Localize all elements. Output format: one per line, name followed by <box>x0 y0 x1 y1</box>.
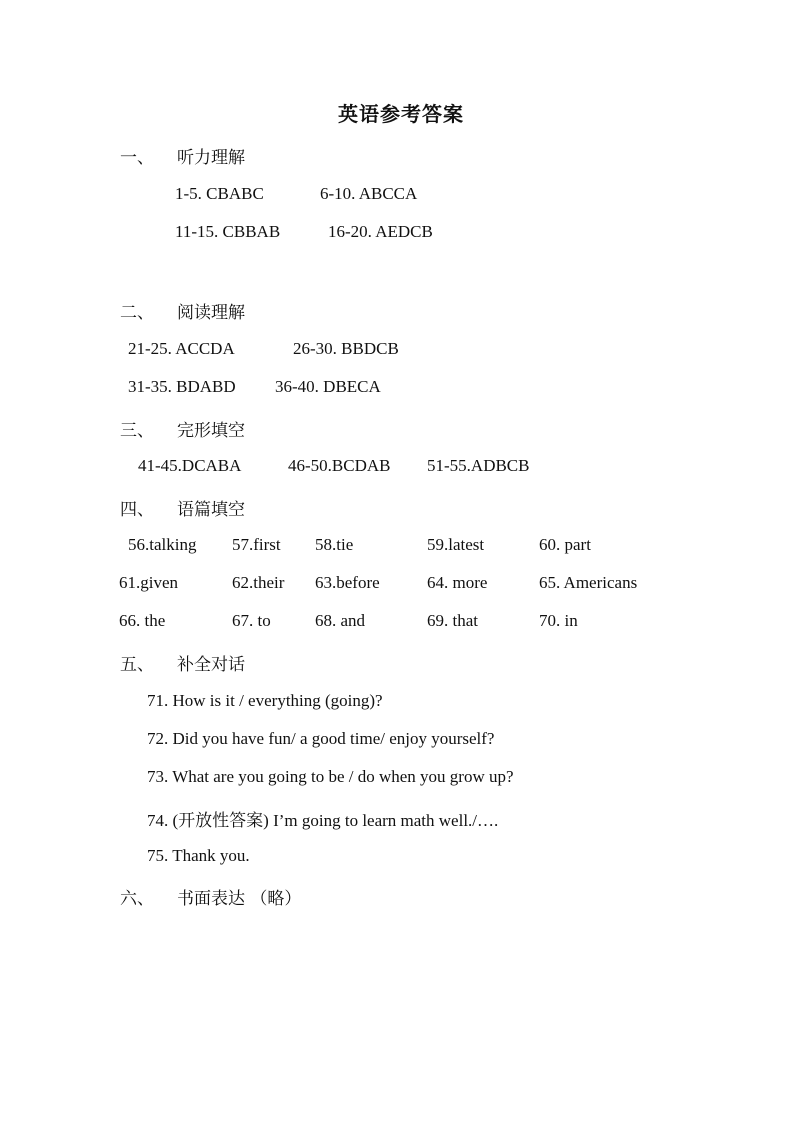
answer-item: 57.first <box>232 535 281 554</box>
answer-item: 62.their <box>232 573 285 592</box>
answer-group: 16-20. AEDCB <box>328 222 433 241</box>
section-number: 一、 <box>120 148 154 168</box>
section-number: 三、 <box>120 421 154 441</box>
answer-item: 60. part <box>539 535 591 554</box>
answer-group: 31-35. BDABD <box>128 377 236 396</box>
answer-item: 59.latest <box>427 535 485 554</box>
answer-group: 1-5. CBABC <box>175 184 264 203</box>
answer-group: 26-30. BBDCB <box>293 339 399 358</box>
answer-item: 66. the <box>119 611 166 630</box>
answer-group: 6-10. ABCCA <box>320 184 418 203</box>
answer-item: 68. and <box>315 611 366 630</box>
answer-group: 21-25. ACCDA <box>128 339 235 358</box>
page-title: 英语参考答案 <box>338 104 464 126</box>
answer-item: 65. Americans <box>539 573 638 592</box>
section-title-reading: 阅读理解 <box>177 303 245 323</box>
section-title-dialogue: 补全对话 <box>177 655 245 675</box>
answer-group: 51-55.ADBCB <box>427 456 530 475</box>
answer-item: 69. that <box>427 611 478 630</box>
section-number: 六、 <box>120 889 154 909</box>
section-title-listening: 听力理解 <box>177 148 245 168</box>
dialogue-answer: 72. Did you have fun/ a good time/ enjoy yourself? <box>147 729 495 748</box>
answer-item: 64. more <box>427 573 488 592</box>
answer-item: 58.tie <box>315 535 354 554</box>
dialogue-answer: 71. How is it / everything (going)? <box>147 691 383 710</box>
dialogue-answer: 75. Thank you. <box>147 846 250 865</box>
answer-group: 46-50.BCDAB <box>288 456 391 475</box>
dialogue-answer: 74. (开放性答案) I’m going to learn math well./…. <box>147 811 499 830</box>
answer-item: 70. in <box>539 611 578 630</box>
answer-group: 11-15. CBBAB <box>175 222 281 241</box>
answer-item: 56.talking <box>128 535 197 554</box>
answer-group: 36-40. DBECA <box>275 377 381 396</box>
section-number: 四、 <box>120 500 154 520</box>
answer-item: 63.before <box>315 573 380 592</box>
answer-item: 61.given <box>119 573 179 592</box>
section-title-cloze: 完形填空 <box>177 421 245 441</box>
section-title-writing: 书面表达 （略） <box>177 889 302 909</box>
dialogue-answer: 73. What are you going to be / do when you grow up? <box>147 767 514 786</box>
answer-group: 41-45.DCABA <box>138 456 242 475</box>
section-number: 二、 <box>120 303 154 323</box>
answer-item: 67. to <box>232 611 271 630</box>
section-number: 五、 <box>120 655 154 675</box>
section-title-passage-fill: 语篇填空 <box>177 500 245 520</box>
